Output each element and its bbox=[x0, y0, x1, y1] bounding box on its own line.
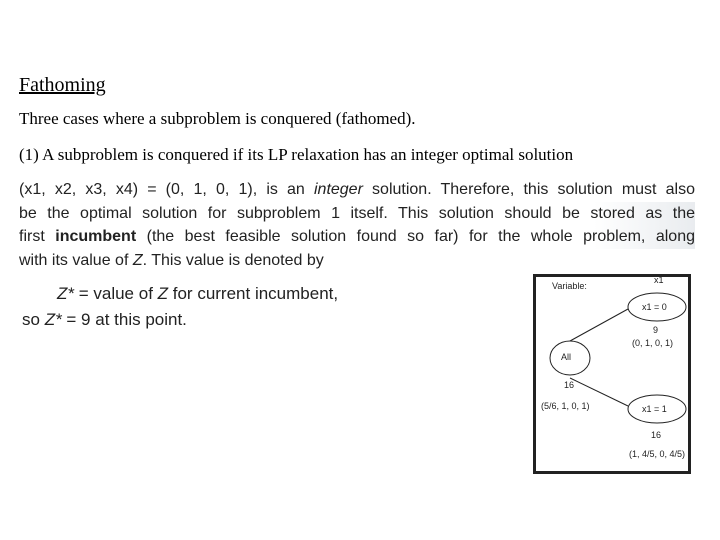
zstar-symbol: Z* bbox=[57, 284, 74, 303]
excerpt-line-3-rest: (the best feasible solution found so far) for the whole problem, along bbox=[136, 228, 695, 245]
equation-row-2-rest: = 9 at this point. bbox=[61, 310, 187, 329]
excerpt-line-3-start: first bbox=[19, 228, 56, 245]
excerpt-line-4-start: with its value of bbox=[19, 251, 133, 269]
equation-mid-text: = value of bbox=[74, 284, 158, 303]
excerpt-line-4 bbox=[19, 249, 695, 273]
root-solution: (5/6, 1, 0, 1) bbox=[541, 401, 590, 411]
excerpt-line-1 bbox=[19, 178, 695, 202]
incumbent-term: incumbent bbox=[55, 228, 137, 245]
equation-row-1-rest: for current incumbent, bbox=[168, 284, 339, 303]
equation-row-1 bbox=[22, 281, 338, 307]
incumbent-equation bbox=[22, 281, 338, 333]
equation-row-2 bbox=[22, 307, 338, 333]
node-x1-1-label: x1 = 1 bbox=[642, 404, 667, 414]
root-label: All bbox=[561, 352, 572, 362]
node-x1-0-value: 9 bbox=[653, 325, 659, 335]
so-word: so bbox=[22, 310, 45, 329]
node-x1-0-label: x1 = 0 bbox=[642, 302, 667, 312]
variable-label: Variable: bbox=[552, 281, 587, 291]
node-x1-1-solution: (1, 4/5, 0, 4/5) bbox=[629, 449, 686, 459]
branch-edge-x1-0 bbox=[570, 309, 628, 341]
excerpt-line-3 bbox=[19, 225, 695, 249]
root-bound: 16 bbox=[564, 380, 575, 390]
slide-subtitle: Three cases where a subproblem is conquered (fathomed). bbox=[19, 109, 416, 128]
branch-and-bound-tree bbox=[533, 274, 691, 474]
solution-tuple: (x1, x2, x3, x4) = (0, 1, 0, 1), is an bbox=[19, 181, 314, 198]
excerpt-line-1-rest: solution. Therefore, this solution must also bbox=[362, 181, 696, 198]
case-1-statement: (1) A subproblem is conquered if its LP relaxation has an integer optimal solution bbox=[19, 145, 574, 164]
excerpt-line-4-rest: . This value is denoted by bbox=[142, 251, 324, 269]
z-variable: Z bbox=[132, 251, 143, 269]
node-x1-1-value: 16 bbox=[651, 430, 662, 440]
top-variable: x1 bbox=[654, 275, 664, 285]
z-symbol: Z bbox=[157, 284, 169, 303]
node-x1-0-solution: (0, 1, 0, 1) bbox=[632, 338, 674, 348]
integer-word: integer bbox=[313, 181, 363, 198]
slide-title: Fathoming bbox=[19, 74, 106, 96]
textbook-excerpt bbox=[19, 178, 695, 272]
zstar-symbol-2: Z* bbox=[44, 310, 62, 329]
excerpt-line-2: be the optimal solution for subproblem 1 itself. This solution should be stored as the bbox=[19, 202, 695, 226]
